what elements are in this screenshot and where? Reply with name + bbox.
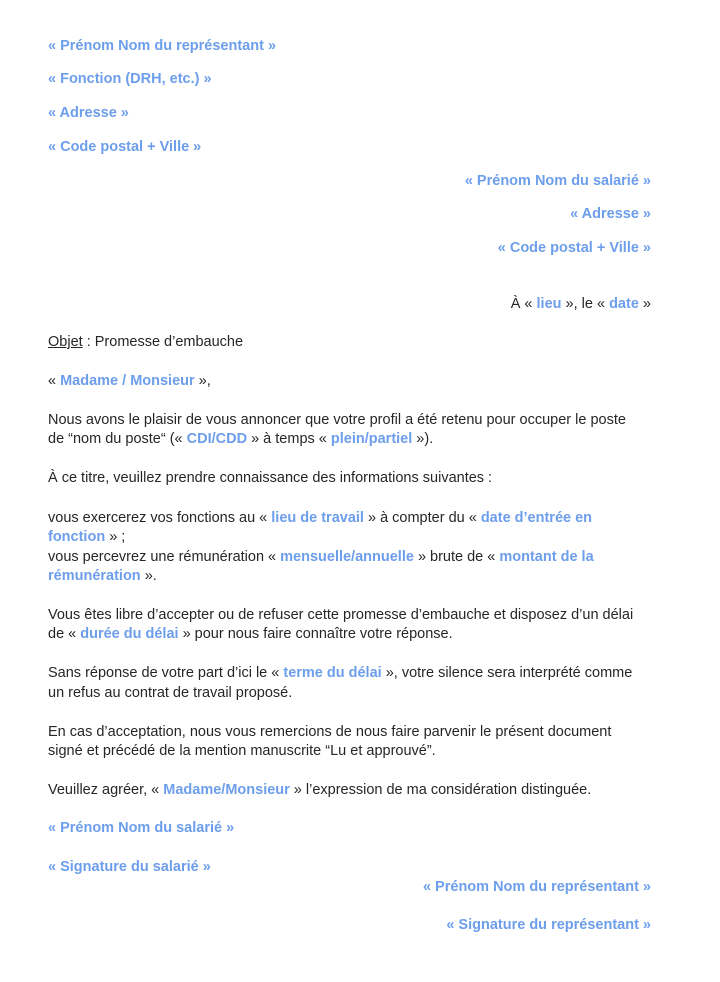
place-placeholder: lieu	[536, 296, 562, 312]
pay-amount-placeholder-part1: montant de la	[499, 549, 594, 565]
sender-address: « Adresse »	[48, 105, 129, 121]
place-date-middle: », le «	[561, 296, 610, 312]
para1-text-c: »).	[412, 431, 434, 447]
place-date	[511, 295, 651, 314]
pay-period-placeholder: mensuelle/annuelle	[280, 549, 414, 565]
recipient-address: « Adresse »	[570, 206, 651, 222]
salutation-close: »,	[194, 373, 211, 389]
para5-text-b: », votre silence sera interprété comme	[381, 665, 633, 681]
delay-term-placeholder: terme du délai	[283, 665, 382, 681]
workplace-placeholder: lieu de travail	[271, 510, 364, 526]
para3-line1	[48, 509, 592, 528]
subject-label: Objet	[48, 334, 83, 350]
closing-salutation-placeholder: Madame/Monsieur	[163, 782, 290, 798]
work-time-placeholder: plein/partiel	[330, 431, 413, 447]
para3-text-c: » ;	[105, 529, 126, 545]
para1-text-b: » à temps «	[247, 431, 331, 447]
para3-text-d: vous percevrez une rémunération «	[48, 549, 281, 565]
salutation-placeholder: Madame / Monsieur	[60, 373, 195, 389]
para1-text-a: de “nom du poste“ («	[48, 431, 187, 447]
place-date-suffix: »	[638, 296, 651, 312]
para3-text-b: » à compter du «	[363, 510, 481, 526]
para1-line2	[48, 430, 433, 449]
para5-text-a: Sans réponse de votre part d’ici le «	[48, 665, 284, 681]
sender-representative-name: « Prénom Nom du représentant »	[48, 38, 277, 54]
signature-representative: « Signature du représentant »	[446, 917, 651, 933]
signature-representative-name: « Prénom Nom du représentant »	[422, 879, 651, 895]
contract-type-placeholder: CDI/CDD	[186, 431, 248, 447]
para5-line1	[48, 664, 632, 683]
para5-line2: un refus au contrat de travail proposé.	[48, 685, 293, 701]
subject-line	[48, 333, 243, 352]
para3-line2	[48, 528, 125, 547]
date-placeholder: date	[609, 296, 639, 312]
para6-line2: signé et précédé de la mention manuscrite “Lu et approuvé”.	[48, 743, 436, 759]
start-date-placeholder-part2: fonction	[48, 529, 106, 545]
signature-employee: « Signature du salarié »	[48, 859, 211, 875]
para1-line1: Nous avons le plaisir de vous annoncer que votre profil a été retenu pour occuper le poste	[48, 412, 626, 428]
para3-line4	[48, 567, 157, 586]
para3-text-a: vous exercerez vos fonctions au «	[48, 510, 272, 526]
para2: À ce titre, veuillez prendre connaissance des informations suivantes :	[48, 470, 493, 486]
closing-text-a: Veuillez agréer, «	[48, 782, 164, 798]
place-date-prefix: À «	[510, 296, 537, 312]
sender-postal-city: « Code postal + Ville »	[48, 139, 202, 155]
delay-duration-placeholder: durée du délai	[80, 626, 179, 642]
closing-line	[48, 781, 591, 800]
recipient-employee-name: « Prénom Nom du salarié »	[464, 173, 651, 189]
para3-text-e: » brute de «	[413, 549, 500, 565]
signature-employee-name: « Prénom Nom du salarié »	[48, 820, 235, 836]
para3-line3	[48, 548, 594, 567]
recipient-postal-city: « Code postal + Ville »	[497, 240, 651, 256]
para3-text-f: ».	[140, 568, 157, 584]
pay-amount-placeholder-part2: rémunération	[48, 568, 141, 584]
para4-line1: Vous êtes libre d’accepter ou de refuser cette promesse d’embauche et disposez d’un délai	[48, 607, 634, 623]
salutation	[48, 372, 211, 391]
salutation-open: «	[48, 373, 61, 389]
para4-line2	[48, 625, 453, 644]
subject-text: : Promesse d’embauche	[82, 334, 244, 350]
closing-text-b: » l’expression de ma considération distinguée.	[289, 782, 592, 798]
para4-text-b: » pour nous faire connaître votre réponse.	[178, 626, 453, 642]
sender-function: « Fonction (DRH, etc.) »	[48, 71, 212, 87]
start-date-placeholder-part1: date d’entrée en	[480, 510, 593, 526]
para6-line1: En cas d’acceptation, nous vous remercions de nous faire parvenir le présent document	[48, 724, 612, 740]
para4-text-a: de «	[48, 626, 81, 642]
